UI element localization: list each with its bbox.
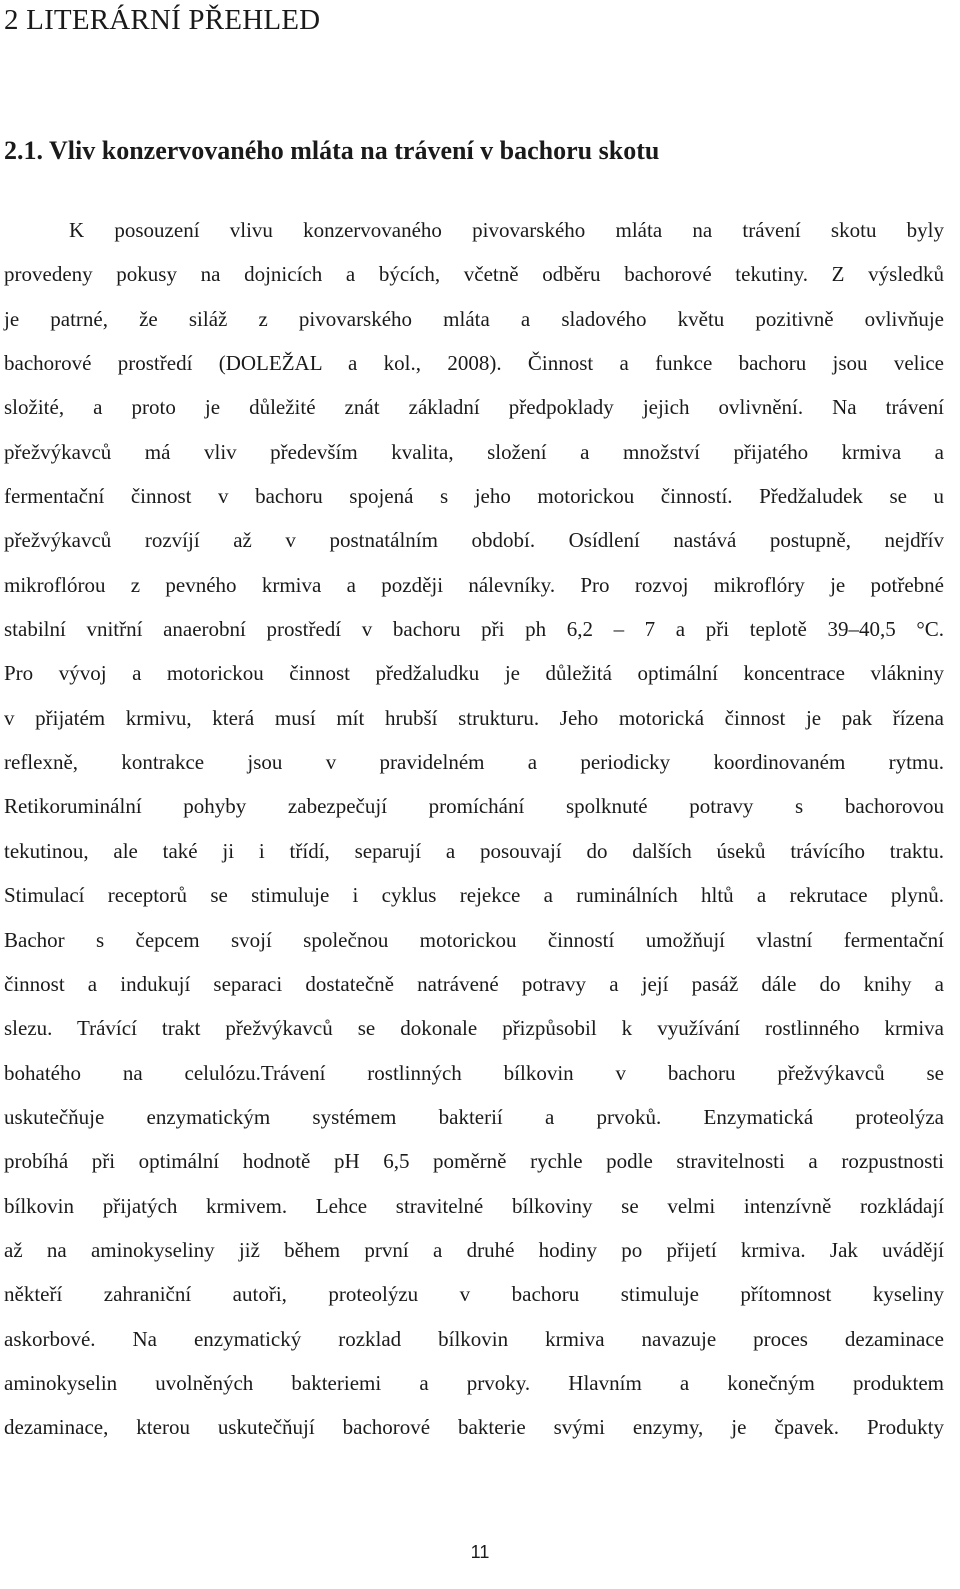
paragraph-line: je patrné, že siláž z pivovarského mláta a sladového květu pozitivně ovlivňuje bbox=[4, 306, 944, 331]
body-paragraph bbox=[4, 208, 944, 1450]
paragraph-line: askorbové. Na enzymatický rozklad bílkovin krmiva navazuje proces dezaminace bbox=[4, 1326, 944, 1351]
paragraph-line: činnost a indukují separaci dostatečně natrávené potravy a její pasáž dále do knihy a bbox=[4, 971, 944, 996]
paragraph-line: bohatého na celulózu.Trávení rostlinných bílkovin v bachoru přežvýkavců se bbox=[4, 1060, 944, 1085]
page-number: 11 bbox=[470, 1542, 490, 1562]
paragraph-line: Retikoruminální pohyby zabezpečují promíchání spolknuté potravy s bachorovou bbox=[4, 794, 944, 819]
paragraph-line: dezaminace, kterou uskutečňují bachorové bakterie svými enzymy, je čpavek. Produkty bbox=[4, 1415, 944, 1440]
paragraph-line: K posouzení vlivu konzervovaného pivovarského mláta na trávení skotu byly bbox=[69, 218, 944, 242]
paragraph-line: fermentační činnost v bachoru spojená s jeho motorickou činností. Předžaludek se u bbox=[4, 484, 944, 509]
paragraph-line: Pro vývoj a motorickou činnost předžaludku je důležitá optimální koncentrace vlákniny bbox=[4, 661, 944, 686]
paragraph-line: tekutinou, ale také ji i třídí, separují a posouvají do dalších úseků trávícího traktu. bbox=[4, 838, 944, 863]
paragraph-line: bílkovin přijatých krmivem. Lehce stravitelné bílkoviny se velmi intenzívně rozkládají bbox=[4, 1193, 944, 1218]
paragraph-line: až na aminokyseliny již během první a druhé hodiny po přijetí krmiva. Jak uvádějí bbox=[4, 1237, 944, 1262]
section-heading: 2.1. Vliv konzervovaného mláta na trávení v bachoru skotu bbox=[4, 136, 660, 165]
paragraph-line: v přijatém krmivu, která musí mít hrubší strukturu. Jeho motorická činnost je pak řízena bbox=[4, 705, 944, 730]
paragraph-line: reflexně, kontrakce jsou v pravidelném a periodicky koordinovaném rytmu. bbox=[4, 750, 944, 775]
paragraph-line: Stimulací receptorů se stimuluje i cyklus rejekce a ruminálních hltů a rekrutace plynů. bbox=[4, 883, 944, 908]
paragraph-line: provedeny pokusy na dojnicích a býcích, včetně odběru bachorové tekutiny. Z výsledků bbox=[4, 262, 944, 287]
paragraph-line: slezu. Trávící trakt přežvýkavců se dokonale přizpůsobil k využívání rostlinného krmiva bbox=[4, 1016, 944, 1041]
paragraph-line: někteří zahraniční autoři, proteolýzu v bachoru stimuluje přítomnost kyseliny bbox=[4, 1282, 944, 1307]
paragraph-line: složité, a proto je důležité znát základní předpoklady jejich ovlivnění. Na trávení bbox=[4, 395, 944, 420]
paragraph-line: přežvýkavců rozvíjí až v postnatálním období. Osídlení nastává postupně, nejdřív bbox=[4, 528, 944, 553]
paragraph-line: přežvýkavců má vliv především kvalita, složení a množství přijatého krmiva a bbox=[4, 439, 944, 464]
paragraph-line: mikroflórou z pevného krmiva a později nálevníky. Pro rozvoj mikroflóry je potřebné bbox=[4, 572, 944, 597]
paragraph-line: uskutečňuje enzymatickým systémem bakterií a prvoků. Enzymatická proteolýza bbox=[4, 1104, 944, 1129]
paragraph-line: stabilní vnitřní anaerobní prostředí v bachoru při ph 6,2 – 7 a při teplotě 39–40,5 °C. bbox=[4, 617, 944, 642]
chapter-heading: 2 LITERÁRNÍ PŘEHLED bbox=[4, 4, 321, 36]
paragraph-line: bachorové prostředí (DOLEŽAL a kol., 2008). Činnost a funkce bachoru jsou velice bbox=[4, 351, 944, 376]
paragraph-line: Bachor s čepcem svojí společnou motorickou činností umožňují vlastní fermentační bbox=[4, 927, 944, 952]
paragraph-line: aminokyselin uvolněných bakteriemi a prvoky. Hlavním a konečným produktem bbox=[4, 1370, 944, 1395]
paragraph-line: probíhá při optimální hodnotě pH 6,5 poměrně rychle podle stravitelnosti a rozpustnosti bbox=[4, 1149, 944, 1174]
